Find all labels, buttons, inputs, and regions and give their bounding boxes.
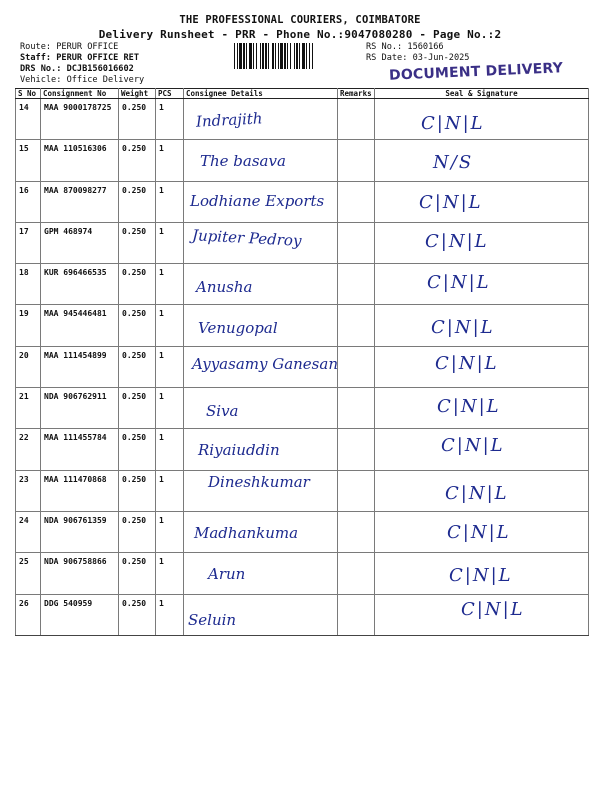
- row-consignee-details: [184, 140, 338, 181]
- seal-mark-handwritten: C|N|L: [461, 598, 525, 620]
- row-consignment: MAA 945446481: [41, 305, 119, 346]
- table-row: [16, 181, 589, 222]
- row-consignment: MAA 870098277: [41, 181, 119, 222]
- row-seal-signature: [375, 553, 589, 594]
- row-seal-signature: [375, 346, 589, 387]
- header-consignment: Consignment No: [41, 89, 119, 99]
- row-seal-signature: [375, 594, 589, 635]
- row-consignee-details: [184, 594, 338, 635]
- row-consignment: MAA 9000178725: [41, 99, 119, 140]
- table-row: [16, 511, 589, 552]
- row-seal-signature: [375, 140, 589, 181]
- row-sno: 18: [16, 264, 41, 305]
- table-row: [16, 429, 589, 470]
- row-weight: 0.250: [119, 140, 156, 181]
- row-consignment: GPM 468974: [41, 222, 119, 263]
- row-sno: 23: [16, 470, 41, 511]
- route-line: Route: PERUR OFFICE: [20, 42, 119, 52]
- row-consignee-details: [184, 511, 338, 552]
- row-pcs: 1: [156, 594, 184, 635]
- consignee-name-handwritten: Indrajith: [195, 109, 263, 131]
- row-sno: 16: [16, 181, 41, 222]
- table-row: [16, 594, 589, 635]
- row-remarks: [338, 99, 375, 140]
- row-remarks: [338, 511, 375, 552]
- header-weight: Weight: [119, 89, 156, 99]
- row-weight: 0.250: [119, 594, 156, 635]
- row-sno: 15: [16, 140, 41, 181]
- consignee-name-handwritten: The basava: [200, 152, 286, 171]
- row-consignment: KUR 696466535: [41, 264, 119, 305]
- row-weight: 0.250: [119, 553, 156, 594]
- row-consignee-details: [184, 222, 338, 263]
- vehicle-line: Vehicle: Office Delivery: [20, 75, 145, 85]
- runsheet-subtitle: Delivery Runsheet - PRR - Phone No.:9047080280 - Page No.:2: [98, 28, 502, 41]
- row-pcs: 1: [156, 140, 184, 181]
- header-seal: Seal & Signature: [375, 89, 589, 99]
- table-row: [16, 222, 589, 263]
- row-pcs: 1: [156, 470, 184, 511]
- rs-date: RS Date: 03-Jun-2025: [366, 53, 470, 63]
- row-seal-signature: [375, 511, 589, 552]
- row-seal-signature: [375, 222, 589, 263]
- row-pcs: 1: [156, 264, 184, 305]
- row-pcs: 1: [156, 305, 184, 346]
- row-consignment: NDA 906761359: [41, 511, 119, 552]
- row-seal-signature: [375, 429, 589, 470]
- row-consignee-details: [184, 429, 338, 470]
- row-seal-signature: [375, 264, 589, 305]
- header-sno: S No: [16, 89, 41, 99]
- row-sno: 26: [16, 594, 41, 635]
- table-row: [16, 553, 589, 594]
- header-details: Consignee Details: [184, 89, 338, 99]
- consignee-name-handwritten: Venugopal: [198, 319, 278, 338]
- row-consignee-details: [184, 99, 338, 140]
- row-pcs: 1: [156, 388, 184, 429]
- row-remarks: [338, 222, 375, 263]
- consignee-name-handwritten: Riyaiuddin: [198, 441, 280, 460]
- row-remarks: [338, 594, 375, 635]
- row-weight: 0.250: [119, 511, 156, 552]
- row-weight: 0.250: [119, 99, 156, 140]
- document-delivery-stamp: DOCUMENT DELIVERY: [388, 60, 564, 84]
- row-remarks: [338, 470, 375, 511]
- table-row: [16, 388, 589, 429]
- barcode: [234, 43, 352, 69]
- consignee-name-handwritten: Jupiter Pedroy: [191, 226, 302, 250]
- row-weight: 0.250: [119, 264, 156, 305]
- row-consignment: MAA 110516306: [41, 140, 119, 181]
- row-seal-signature: [375, 388, 589, 429]
- row-weight: 0.250: [119, 429, 156, 470]
- row-consignment: DDG 540959: [41, 594, 119, 635]
- row-weight: 0.250: [119, 470, 156, 511]
- consignee-name-handwritten: Siva: [206, 402, 239, 421]
- row-pcs: 1: [156, 429, 184, 470]
- seal-mark-handwritten: C|N|L: [447, 521, 511, 543]
- consignee-name-handwritten: Madhankuma: [194, 523, 299, 542]
- seal-mark-handwritten: C|N|L: [445, 482, 509, 504]
- row-seal-signature: [375, 181, 589, 222]
- consignee-name-handwritten: Anusha: [196, 278, 253, 297]
- row-seal-signature: [375, 99, 589, 140]
- row-consignment: MAA 111455784: [41, 429, 119, 470]
- table-row: [16, 99, 589, 140]
- seal-mark-handwritten: C|N|L: [425, 230, 489, 252]
- row-remarks: [338, 181, 375, 222]
- seal-mark-handwritten: C|N|L: [441, 435, 505, 457]
- row-weight: 0.250: [119, 388, 156, 429]
- seal-mark-handwritten: C|N|L: [449, 565, 513, 587]
- table-row: [16, 264, 589, 305]
- consignee-name-handwritten: Seluin: [188, 610, 237, 629]
- rs-info: [366, 42, 469, 64]
- consignee-name-handwritten: Dineshkumar: [208, 472, 310, 491]
- row-consignee-details: [184, 346, 338, 387]
- seal-mark-handwritten: C|N|L: [435, 352, 499, 374]
- consignee-name-handwritten: Ayyasamy Ganesan: [192, 354, 338, 373]
- company-title: THE PROFESSIONAL COURIERS, COIMBATORE: [179, 14, 421, 26]
- consignee-name-handwritten: Lodhiane Exports: [190, 191, 325, 210]
- row-consignee-details: [184, 470, 338, 511]
- row-consignee-details: [184, 388, 338, 429]
- seal-mark-handwritten: C|N|L: [421, 113, 485, 134]
- row-sno: 14: [16, 99, 41, 140]
- seal-mark-handwritten: C|N|L: [419, 191, 483, 213]
- row-seal-signature: [375, 305, 589, 346]
- row-weight: 0.250: [119, 181, 156, 222]
- header-remarks: Remarks: [338, 89, 375, 99]
- row-pcs: 1: [156, 346, 184, 387]
- row-weight: 0.250: [119, 222, 156, 263]
- row-weight: 0.250: [119, 346, 156, 387]
- table-row: [16, 470, 589, 511]
- row-consignment: MAA 111470868: [41, 470, 119, 511]
- seal-mark-handwritten: N/S: [433, 152, 474, 174]
- rs-number: RS No.: 1560166: [366, 42, 444, 52]
- row-remarks: [338, 429, 375, 470]
- table-row: [16, 140, 589, 181]
- drs-line: DRS No.: DCJB156016602: [20, 64, 134, 74]
- row-remarks: [338, 305, 375, 346]
- row-consignee-details: [184, 181, 338, 222]
- table-header-row: [16, 89, 589, 99]
- runsheet-table: [15, 88, 589, 636]
- header-pcs: PCS: [156, 89, 184, 99]
- row-consignment: MAA 111454899: [41, 346, 119, 387]
- seal-mark-handwritten: C|N|L: [437, 396, 501, 418]
- row-remarks: [338, 264, 375, 305]
- row-consignee-details: [184, 305, 338, 346]
- row-sno: 24: [16, 511, 41, 552]
- row-sno: 22: [16, 429, 41, 470]
- row-seal-signature: [375, 470, 589, 511]
- row-consignment: NDA 906762911: [41, 388, 119, 429]
- route-info: [20, 42, 144, 86]
- seal-mark-handwritten: C|N|L: [427, 272, 491, 294]
- row-consignee-details: [184, 264, 338, 305]
- row-pcs: 1: [156, 99, 184, 140]
- row-sno: 19: [16, 305, 41, 346]
- row-consignment: NDA 906758866: [41, 553, 119, 594]
- seal-mark-handwritten: C|N|L: [431, 317, 495, 339]
- row-pcs: 1: [156, 511, 184, 552]
- row-weight: 0.250: [119, 305, 156, 346]
- row-remarks: [338, 553, 375, 594]
- staff-line: Staff: PERUR OFFICE RET: [20, 53, 139, 63]
- row-remarks: [338, 388, 375, 429]
- row-sno: 21: [16, 388, 41, 429]
- row-consignee-details: [184, 553, 338, 594]
- row-pcs: 1: [156, 553, 184, 594]
- row-sno: 25: [16, 553, 41, 594]
- row-remarks: [338, 346, 375, 387]
- row-sno: 17: [16, 222, 41, 263]
- row-pcs: 1: [156, 222, 184, 263]
- row-remarks: [338, 140, 375, 181]
- table-row: [16, 305, 589, 346]
- table-row: [16, 346, 589, 387]
- row-pcs: 1: [156, 181, 184, 222]
- row-sno: 20: [16, 346, 41, 387]
- consignee-name-handwritten: Arun: [208, 565, 246, 584]
